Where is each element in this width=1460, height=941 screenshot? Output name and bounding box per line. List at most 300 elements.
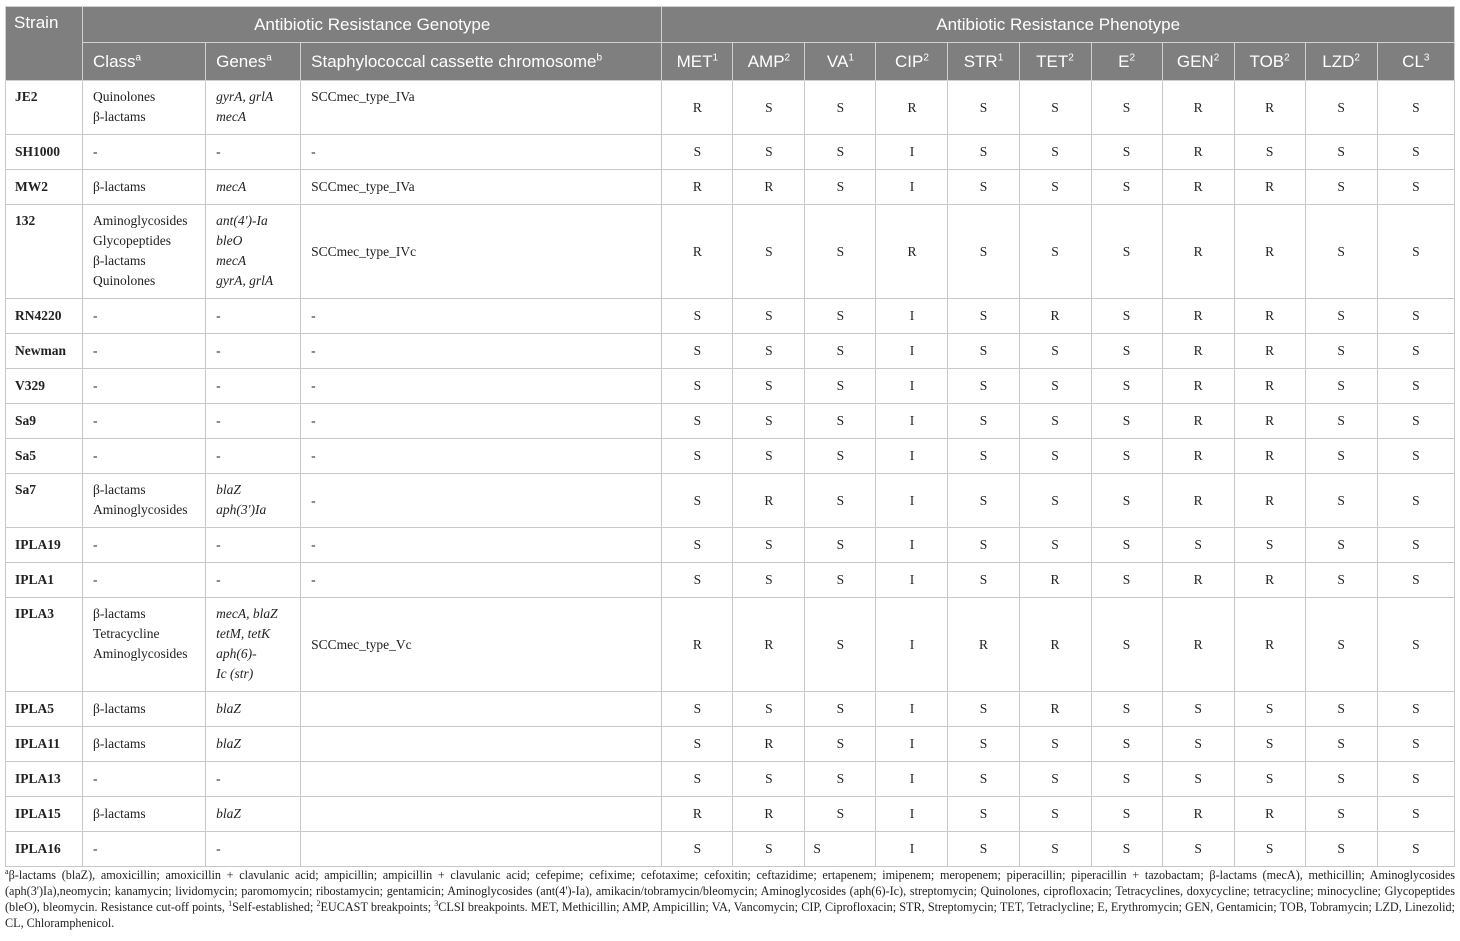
gene-line: gyrA, grlA — [216, 273, 274, 288]
phenotype-cell: S — [805, 563, 876, 598]
gene-line: gyrA, grlA — [216, 89, 274, 104]
phenotype-cell: S — [948, 762, 1019, 797]
class-line: - — [93, 771, 98, 786]
phenotype-cell: R — [1234, 205, 1305, 299]
phenotype-cell: S — [1305, 727, 1377, 762]
phenotype-cell: S — [948, 135, 1019, 170]
phenotype-cell: S — [1377, 762, 1454, 797]
phenotype-cell: S — [1305, 439, 1377, 474]
phenotype-cell: R — [876, 81, 948, 135]
genes-cell — [206, 797, 301, 832]
phenotype-cell: R — [1234, 563, 1305, 598]
phenotype-cell: S — [662, 439, 733, 474]
phenotype-cell: S — [805, 81, 876, 135]
genes-cell — [206, 727, 301, 762]
phenotype-cell: S — [948, 404, 1019, 439]
phenotype-cell: R — [1234, 334, 1305, 369]
phenotype-cell: S — [1019, 135, 1091, 170]
phenotype-cell: S — [1162, 727, 1234, 762]
genes-cell — [206, 563, 301, 598]
scc-cell: SCCmec_type_IVa — [301, 170, 662, 205]
gene-line: - — [216, 308, 221, 323]
gene-line: - — [216, 771, 221, 786]
class-cell — [83, 439, 206, 474]
phenotype-cell: S — [805, 598, 876, 692]
strain-cell: V329 — [6, 369, 83, 404]
genes-cell — [206, 692, 301, 727]
table-row — [6, 205, 1455, 299]
class-line: - — [93, 144, 98, 159]
phenotype-cell: S — [733, 81, 805, 135]
table-row — [6, 727, 1455, 762]
phenotype-cell: I — [876, 832, 948, 867]
phenotype-cell: S — [805, 205, 876, 299]
class-line: - — [93, 308, 98, 323]
phenotype-cell: S — [1305, 205, 1377, 299]
phenotype-cell: S — [1091, 135, 1162, 170]
phenotype-cell: S — [1019, 727, 1091, 762]
scc-cell: - — [301, 135, 662, 170]
phenotype-cell: S — [1019, 81, 1091, 135]
genes-cell — [206, 334, 301, 369]
phenotype-cell: S — [1377, 832, 1454, 867]
strain-cell: IPLA15 — [6, 797, 83, 832]
phenotype-cell: R — [662, 205, 733, 299]
scc-cell: SCCmec_type_IVc — [301, 205, 662, 299]
class-line: Aminoglycosides — [93, 646, 188, 661]
phenotype-cell: I — [876, 727, 948, 762]
phenotype-cell: S — [805, 832, 876, 867]
phenotype-cell: S — [805, 334, 876, 369]
table-row — [6, 474, 1455, 528]
phenotype-cell: I — [876, 474, 948, 528]
phenotype-cell: I — [876, 563, 948, 598]
strain-cell: Sa7 — [6, 474, 83, 528]
resistance-table-container — [5, 6, 1455, 867]
class-line: β-lactams — [93, 179, 146, 194]
table-footnote: $^a$β-lactams (blaZ), amoxicillin; amoxicillin + clavulanic acid; ampicillin; ampicillin + clavulanic acid; cefepime; cefixime; cefotaxime; cefoxitin; ceftazidime; ertapenem; imipenem; meropenem; piperacillin; piperacillin + tazobactam; β-lactams (mecA), methicillin; Aminoglycosides (aph(3')Ia),neomycin; kanamycin; lividomycin; paromomycin; ribostamycin; gentamicin; Aminoglycosides (ant(4')-Ia), amikacin/tobramycin/bleomycin; Aminoglycosides (aph(6)-Ic), streptomycin; Quinolones, ciprofloxacin; Tetracyclines, doxycycline; tetracycline; minocycline; Glycopeptides (bleO), bleomycin. Resistance cut-off points, $^1$Self-established; $^2$EUCAST breakpoints; $^3$CLSI breakpoints. MET, Methicillin; AMP, Ampicillin; VA, Vancomycin; CIP, Ciprofloxacin; STR, Streptomycin; TET, Tetraclycline; E, Erythromycin; GEN, Gentamicin; TOB, Tobramycin; LZD, Linezolid; CL, Chloramphenicol. — [5, 866, 1455, 930]
gene-line: blaZ — [216, 482, 241, 497]
genes-cell — [206, 474, 301, 528]
phenotype-cell: S — [805, 474, 876, 528]
phenotype-cell: S — [1091, 727, 1162, 762]
phenotype-cell: R — [1234, 404, 1305, 439]
phenotype-cell: S — [733, 369, 805, 404]
gene-line: mecA, blaZ — [216, 606, 278, 621]
table-row — [6, 170, 1455, 205]
table-row — [6, 369, 1455, 404]
strain-cell: JE2 — [6, 81, 83, 135]
phenotype-cell: S — [662, 334, 733, 369]
antibiotic-header: $E^2$ — [1091, 43, 1162, 81]
phenotype-cell: R — [662, 81, 733, 135]
class-line: β-lactams — [93, 253, 146, 268]
phenotype-cell: S — [1305, 832, 1377, 867]
table-row — [6, 334, 1455, 369]
phenotype-cell: S — [1377, 404, 1454, 439]
phenotype-cell: S — [662, 135, 733, 170]
antibiotic-header: $VA^1$ — [805, 43, 876, 81]
phenotype-cell: S — [662, 727, 733, 762]
phenotype-cell: R — [662, 797, 733, 832]
phenotype-cell: S — [1377, 692, 1454, 727]
phenotype-cell: S — [1162, 692, 1234, 727]
phenotype-cell: S — [1234, 727, 1305, 762]
phenotype-cell: S — [948, 692, 1019, 727]
class-line: - — [93, 378, 98, 393]
antibiotic-header: GEN$^2$ — [1162, 43, 1234, 81]
phenotype-cell: S — [1305, 474, 1377, 528]
phenotype-cell: I — [876, 404, 948, 439]
strain-cell: Sa5 — [6, 439, 83, 474]
phenotype-cell: S — [733, 762, 805, 797]
phenotype-cell: S — [1377, 439, 1454, 474]
genes-cell — [206, 369, 301, 404]
phenotype-cell: R — [1162, 135, 1234, 170]
table-row — [6, 692, 1455, 727]
gene-line: mecA — [216, 179, 247, 194]
strain-cell: IPLA11 — [6, 727, 83, 762]
phenotype-cell: I — [876, 369, 948, 404]
strain-cell: IPLA3 — [6, 598, 83, 692]
class-cell — [83, 474, 206, 528]
phenotype-cell: R — [662, 170, 733, 205]
table-row — [6, 528, 1455, 563]
table-row — [6, 439, 1455, 474]
phenotype-cell: S — [805, 439, 876, 474]
phenotype-cell: R — [1162, 563, 1234, 598]
phenotype-cell: S — [1234, 762, 1305, 797]
phenotype-cell: R — [1162, 205, 1234, 299]
scc-cell: - — [301, 439, 662, 474]
table-header — [6, 7, 1455, 81]
phenotype-cell: S — [1305, 299, 1377, 334]
phenotype-cell: R — [1019, 563, 1091, 598]
table-body — [6, 81, 1455, 867]
gene-line: - — [216, 413, 221, 428]
gene-line: tetM, tetK — [216, 626, 271, 641]
phenotype-cell: S — [1091, 762, 1162, 797]
class-cell — [83, 727, 206, 762]
scc-cell — [301, 797, 662, 832]
class-line: β-lactams — [93, 806, 146, 821]
gene-line: - — [216, 841, 221, 856]
genes-header: Genes$^a$ — [206, 43, 301, 81]
antibiotic-header: $CL^3$ — [1377, 43, 1454, 81]
strain-cell: 132 — [6, 205, 83, 299]
phenotype-cell: S — [662, 299, 733, 334]
phenotype-cell: S — [1305, 81, 1377, 135]
phenotype-cell: S — [733, 832, 805, 867]
strain-cell: RN4220 — [6, 299, 83, 334]
gene-line: - — [216, 144, 221, 159]
strain-cell: Sa9 — [6, 404, 83, 439]
phenotype-cell: S — [733, 299, 805, 334]
phenotype-cell: S — [805, 299, 876, 334]
phenotype-cell: S — [733, 439, 805, 474]
phenotype-cell: S — [1091, 797, 1162, 832]
phenotype-cell: R — [1019, 598, 1091, 692]
scc-cell — [301, 727, 662, 762]
phenotype-cell: S — [1162, 528, 1234, 563]
class-line: β-lactams — [93, 606, 146, 621]
phenotype-cell: R — [1234, 299, 1305, 334]
phenotype-cell: S — [662, 762, 733, 797]
phenotype-cell: S — [1377, 205, 1454, 299]
phenotype-cell: S — [1019, 797, 1091, 832]
phenotype-cell: S — [1091, 334, 1162, 369]
gene-line: aph(6)- — [216, 646, 257, 661]
phenotype-cell: S — [1091, 563, 1162, 598]
scc-cell: - — [301, 563, 662, 598]
phenotype-cell: S — [805, 170, 876, 205]
phenotype-cell: S — [1305, 563, 1377, 598]
phenotype-cell: S — [733, 334, 805, 369]
phenotype-cell: I — [876, 762, 948, 797]
phenotype-cell: S — [1377, 334, 1454, 369]
phenotype-cell: S — [1091, 474, 1162, 528]
genes-cell — [206, 205, 301, 299]
gene-line: blaZ — [216, 806, 241, 821]
phenotype-cell: S — [1305, 170, 1377, 205]
gene-line: - — [216, 572, 221, 587]
class-line: - — [93, 572, 98, 587]
phenotype-cell: I — [876, 439, 948, 474]
gene-line: blaZ — [216, 701, 241, 716]
class-cell — [83, 205, 206, 299]
scc-cell — [301, 692, 662, 727]
phenotype-cell: S — [805, 692, 876, 727]
class-line: Tetracycline — [93, 626, 160, 641]
phenotype-cell: S — [1377, 135, 1454, 170]
phenotype-cell: S — [1091, 439, 1162, 474]
phenotype-cell: I — [876, 797, 948, 832]
phenotype-cell: S — [1091, 81, 1162, 135]
genes-cell — [206, 762, 301, 797]
class-line: β-lactams — [93, 736, 146, 751]
genes-cell — [206, 81, 301, 135]
phenotype-cell: S — [1162, 832, 1234, 867]
phenotype-cell: R — [1162, 299, 1234, 334]
phenotype-cell: S — [948, 528, 1019, 563]
phenotype-cell: R — [1234, 170, 1305, 205]
class-cell — [83, 528, 206, 563]
scc-cell: - — [301, 334, 662, 369]
scc-cell: - — [301, 299, 662, 334]
class-cell — [83, 762, 206, 797]
gene-line: aph(3')Ia — [216, 502, 267, 517]
table-row — [6, 598, 1455, 692]
phenotype-cell: R — [1162, 81, 1234, 135]
scc-header: Staphylococcal cassette chromosome$^b$ — [301, 43, 662, 81]
class-header: Class$^a$ — [83, 43, 206, 81]
phenotype-cell: S — [948, 797, 1019, 832]
phenotype-cell: S — [948, 474, 1019, 528]
strain-cell: IPLA13 — [6, 762, 83, 797]
scc-cell: SCCmec_type_Vc — [301, 598, 662, 692]
scc-cell: - — [301, 474, 662, 528]
class-line: β-lactams — [93, 701, 146, 716]
phenotype-cell: R — [1162, 369, 1234, 404]
phenotype-cell: I — [876, 135, 948, 170]
class-line: - — [93, 343, 98, 358]
phenotype-cell: S — [948, 81, 1019, 135]
class-line: - — [93, 537, 98, 552]
class-line: β-lactams — [93, 109, 146, 124]
antibiotic-header: CIP$^2$ — [876, 43, 948, 81]
genes-cell — [206, 598, 301, 692]
phenotype-cell: S — [662, 563, 733, 598]
phenotype-cell: S — [1305, 692, 1377, 727]
class-cell — [83, 369, 206, 404]
table-row — [6, 135, 1455, 170]
phenotype-cell: R — [1162, 170, 1234, 205]
phenotype-cell: S — [1019, 474, 1091, 528]
phenotype-cell: S — [1162, 762, 1234, 797]
phenotype-cell: I — [876, 692, 948, 727]
strain-cell: SH1000 — [6, 135, 83, 170]
phenotype-cell: S — [662, 474, 733, 528]
phenotype-cell: R — [1162, 404, 1234, 439]
phenotype-cell: I — [876, 299, 948, 334]
class-line: Aminoglycosides — [93, 502, 188, 517]
phenotype-cell: S — [1305, 528, 1377, 563]
class-line: Quinolones — [93, 273, 156, 288]
phenotype-cell: R — [1162, 334, 1234, 369]
phenotype-cell: S — [1377, 598, 1454, 692]
gene-line: - — [216, 448, 221, 463]
phenotype-group-header: Antibiotic Resistance Phenotype — [662, 7, 1455, 43]
class-line: Aminoglycosides — [93, 213, 188, 228]
phenotype-cell: S — [1091, 404, 1162, 439]
class-cell — [83, 598, 206, 692]
genes-cell — [206, 439, 301, 474]
phenotype-cell: S — [733, 692, 805, 727]
phenotype-cell: S — [1019, 832, 1091, 867]
phenotype-cell: I — [876, 170, 948, 205]
phenotype-cell: S — [1091, 369, 1162, 404]
phenotype-cell: R — [1234, 439, 1305, 474]
phenotype-cell: S — [1019, 439, 1091, 474]
phenotype-cell: S — [1019, 369, 1091, 404]
phenotype-cell: S — [1377, 797, 1454, 832]
phenotype-cell: R — [1234, 474, 1305, 528]
class-cell — [83, 334, 206, 369]
phenotype-cell: S — [1305, 369, 1377, 404]
phenotype-cell: S — [662, 832, 733, 867]
class-line: Glycopeptides — [93, 233, 172, 248]
table-row — [6, 563, 1455, 598]
class-cell — [83, 135, 206, 170]
phenotype-cell: S — [805, 762, 876, 797]
phenotype-cell: S — [1091, 692, 1162, 727]
phenotype-cell: S — [948, 727, 1019, 762]
class-line: - — [93, 448, 98, 463]
phenotype-cell: S — [805, 404, 876, 439]
phenotype-cell: R — [733, 598, 805, 692]
gene-line: - — [216, 537, 221, 552]
scc-cell: - — [301, 369, 662, 404]
phenotype-cell: S — [1234, 528, 1305, 563]
class-cell — [83, 832, 206, 867]
phenotype-cell: I — [876, 334, 948, 369]
phenotype-cell: S — [948, 369, 1019, 404]
phenotype-cell: R — [1162, 797, 1234, 832]
phenotype-cell: S — [1091, 205, 1162, 299]
phenotype-cell: S — [1019, 762, 1091, 797]
genes-cell — [206, 832, 301, 867]
genes-cell — [206, 528, 301, 563]
phenotype-cell: R — [1234, 369, 1305, 404]
phenotype-cell: S — [1091, 832, 1162, 867]
class-line: - — [93, 413, 98, 428]
strain-cell: IPLA1 — [6, 563, 83, 598]
phenotype-cell: S — [1377, 81, 1454, 135]
phenotype-cell: S — [805, 727, 876, 762]
genes-cell — [206, 404, 301, 439]
phenotype-cell: S — [1377, 299, 1454, 334]
phenotype-cell: S — [662, 369, 733, 404]
antibiotic-header: TOB$^2$ — [1234, 43, 1305, 81]
table-row — [6, 81, 1455, 135]
gene-line: - — [216, 343, 221, 358]
phenotype-cell: R — [1234, 81, 1305, 135]
phenotype-cell: R — [876, 205, 948, 299]
phenotype-cell: S — [1091, 299, 1162, 334]
table-row — [6, 299, 1455, 334]
phenotype-cell: S — [1019, 404, 1091, 439]
class-cell — [83, 797, 206, 832]
phenotype-cell: S — [1305, 797, 1377, 832]
phenotype-cell: S — [1377, 474, 1454, 528]
phenotype-cell: S — [948, 205, 1019, 299]
phenotype-cell: S — [1305, 762, 1377, 797]
table-row — [6, 762, 1455, 797]
phenotype-cell: S — [1305, 135, 1377, 170]
phenotype-cell: R — [1234, 598, 1305, 692]
phenotype-cell: R — [1019, 299, 1091, 334]
class-line: β-lactams — [93, 482, 146, 497]
genes-cell — [206, 299, 301, 334]
phenotype-cell: S — [948, 334, 1019, 369]
class-line: - — [93, 841, 98, 856]
phenotype-cell: S — [662, 528, 733, 563]
strain-cell: IPLA19 — [6, 528, 83, 563]
phenotype-cell: S — [948, 299, 1019, 334]
phenotype-cell: S — [1305, 598, 1377, 692]
phenotype-cell: S — [948, 439, 1019, 474]
phenotype-cell: S — [1234, 692, 1305, 727]
scc-cell — [301, 832, 662, 867]
scc-cell: - — [301, 528, 662, 563]
phenotype-cell: S — [805, 797, 876, 832]
phenotype-cell: S — [662, 404, 733, 439]
table-row — [6, 797, 1455, 832]
phenotype-cell: S — [805, 369, 876, 404]
class-cell — [83, 692, 206, 727]
genes-cell — [206, 135, 301, 170]
antibiotic-header: LZD$^2$ — [1305, 43, 1377, 81]
gene-line: ant(4')-Ia — [216, 213, 268, 228]
phenotype-cell: R — [1162, 598, 1234, 692]
phenotype-cell: S — [733, 135, 805, 170]
phenotype-cell: S — [1019, 205, 1091, 299]
gene-line: mecA — [216, 253, 247, 268]
table-row — [6, 832, 1455, 867]
class-line: Quinolones — [93, 89, 156, 104]
phenotype-cell: S — [733, 205, 805, 299]
phenotype-cell: R — [733, 797, 805, 832]
